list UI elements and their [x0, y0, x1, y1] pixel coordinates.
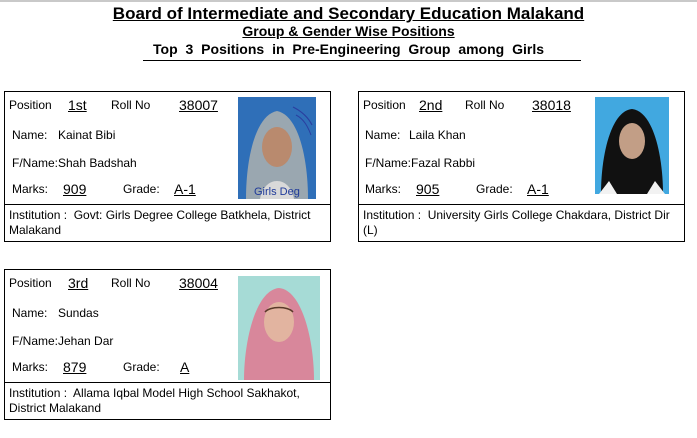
- student-photo: [595, 97, 669, 194]
- top-border-line: [0, 0, 697, 2]
- name-label: Name:: [12, 306, 48, 320]
- name-value: Kainat Bibi: [58, 128, 116, 142]
- position-value: 3rd: [68, 275, 89, 291]
- grade-value: A: [180, 359, 190, 375]
- name-value: Laila Khan: [409, 128, 466, 142]
- grade-label: Grade:: [123, 182, 160, 196]
- marks-label: Marks:: [12, 360, 48, 374]
- father-name-value: Fazal Rabbi: [411, 156, 476, 170]
- institution-divider: [5, 204, 330, 205]
- institution-text: Institution : Allama Iqbal Model High School Sakhakot, District Malakand: [9, 386, 300, 415]
- grade-value: A-1: [527, 181, 549, 197]
- grade-value: A-1: [174, 181, 196, 197]
- institution-text: Institution : Govt: Girls Degree College Batkhela, District Malakand: [9, 208, 311, 237]
- roll-no-label: Roll No: [465, 98, 505, 112]
- marks-label: Marks:: [12, 182, 48, 196]
- report-subtitle: Group & Gender Wise Positions: [242, 23, 455, 39]
- photo-stamp-text: Girls Deg: [254, 186, 300, 198]
- board-title: Board of Intermediate and Secondary Education Malakand: [112, 4, 585, 23]
- marks-label: Marks:: [365, 182, 401, 196]
- position-label: Position: [9, 276, 52, 290]
- roll-no-label: Roll No: [111, 98, 151, 112]
- roll-no-label: Roll No: [111, 276, 151, 290]
- name-value: Sundas: [58, 306, 99, 320]
- student-photo: [238, 97, 316, 199]
- roll-no-value: 38018: [532, 97, 571, 113]
- father-name-label: F/Name:: [365, 156, 412, 170]
- scope-underline: [143, 60, 581, 61]
- position-value: 1st: [68, 97, 87, 113]
- marks-value: 909: [63, 181, 87, 197]
- marks-value: 879: [63, 359, 87, 375]
- institution-divider: [359, 204, 684, 205]
- position-card-2nd: [358, 91, 685, 242]
- name-label: Name:: [12, 128, 48, 142]
- marks-value: 905: [416, 181, 440, 197]
- name-label: Name:: [365, 128, 401, 142]
- father-name-label: F/Name:: [12, 334, 59, 348]
- report-scope-line: Top 3 Positions in Pre-Engineering Group among Girls: [153, 41, 544, 57]
- position-label: Position: [9, 98, 52, 112]
- position-card-3rd: [4, 269, 331, 420]
- father-name-value: Shah Badshah: [58, 156, 137, 170]
- grade-label: Grade:: [123, 360, 160, 374]
- father-name-value: Jehan Dar: [58, 334, 114, 348]
- roll-no-value: 38007: [179, 97, 218, 113]
- student-photo: [238, 276, 320, 380]
- institution-text: Institution : University Girls College Chakdara, District Dir (L): [363, 208, 670, 237]
- position-label: Position: [363, 98, 406, 112]
- institution-divider: [5, 382, 330, 383]
- grade-label: Grade:: [476, 182, 513, 196]
- roll-no-value: 38004: [179, 275, 218, 291]
- father-name-label: F/Name:: [12, 156, 59, 170]
- position-value: 2nd: [419, 97, 443, 113]
- position-card-1st: [4, 91, 331, 242]
